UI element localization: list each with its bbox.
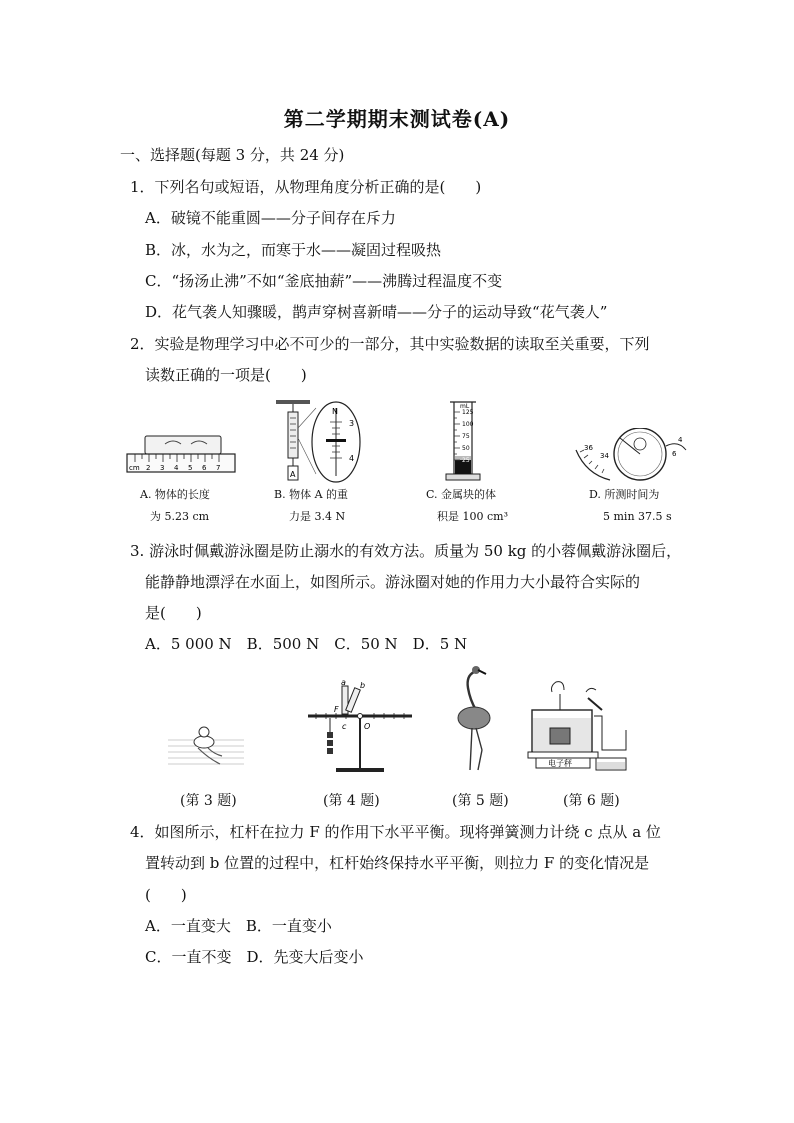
question-1-option-b[interactable]: B．冰，水为之，而寒于水——凝固过程吸热	[145, 241, 442, 259]
lever-label-f: F	[334, 705, 339, 714]
spring-scale-figure	[272, 398, 364, 486]
figure-c-caption-2: 积是 100 cm³	[437, 510, 508, 523]
lever-label-c: c	[342, 722, 347, 731]
ruler-tick-unit: cm	[129, 464, 140, 472]
cylinder-tick: 50	[462, 445, 470, 452]
question-3-stem-line-2: 能静静地漂浮在水面上，如图所示。游泳圈对她的作用力大小最符合实际的	[145, 573, 641, 591]
figure-d-caption-2: 5 min 37.5 s	[603, 510, 672, 523]
swimmer-figure	[168, 720, 244, 776]
stopwatch-small-dial-tick: 36	[584, 444, 593, 452]
block-a-label: A	[290, 470, 296, 479]
ruler-tick-label: 6	[202, 464, 207, 472]
question-4-options-cd[interactable]: C．一直不变 D．先变大后变小	[145, 948, 364, 966]
cylinder-tick: 125	[462, 409, 474, 416]
cylinder-tick: 25	[462, 457, 470, 464]
figure-a-caption-1: A. 物体的长度	[140, 488, 210, 501]
section-heading: 一、选择题(每题 3 分，共 24 分)	[120, 146, 345, 164]
figure-c-caption-1: C. 金属块的体	[426, 488, 497, 501]
question-3-stem-line-1: 3. 游泳时佩戴游泳圈是防止溺水的有效方法。质量为 50 kg 的小蓉佩戴游泳圈后，	[130, 542, 682, 560]
lever-label-a: a	[341, 678, 346, 687]
lever-label-o: O	[364, 722, 371, 731]
question-1-option-a[interactable]: A．破镜不能重圆——分子间存在斥力	[145, 209, 396, 227]
question-4-stem-line-1: 4．如图所示，杠杆在拉力 F 的作用下水平平衡。现将弹簧测力计绕 c 点从 a 位	[130, 823, 661, 841]
ruler-tick-label: 2	[146, 464, 151, 472]
question-4-stem-line-3: ( )	[145, 886, 187, 904]
figure-5-label: (第 5 题)	[452, 793, 509, 809]
figure-6-label: (第 6 题)	[563, 793, 620, 809]
question-3-stem-line-3: 是( )	[145, 604, 202, 622]
question-4-options-ab[interactable]: A．一直变大 B．一直变小	[145, 917, 332, 935]
question-2-stem-line-2: 读数正确的一项是( )	[145, 366, 307, 384]
figure-b-caption-2: 力是 3.4 N	[289, 510, 346, 523]
ruler-tick-label: 5	[188, 464, 193, 472]
spring-scale-tick: 4	[349, 454, 355, 463]
page-title: 第二学期期末测试卷(A)	[283, 107, 511, 131]
question-1-option-c[interactable]: C．“扬汤止沸”不如“釜底抽薪”——沸腾过程温度不变	[145, 272, 503, 290]
figure-4-label: (第 4 题)	[323, 793, 380, 809]
flamingo-figure	[440, 662, 510, 774]
stopwatch-small-dial-tick: 34	[600, 452, 609, 460]
graduated-cylinder-figure	[440, 398, 490, 484]
ruler-tick-label: 4	[174, 464, 179, 472]
stopwatch-figure	[574, 428, 694, 484]
ruler-tick-label: 3	[160, 464, 165, 472]
question-1-option-d[interactable]: D．花气袭人知骤暖，鹊声穿树喜新晴——分子的运动导致“花气袭人”	[145, 303, 608, 321]
question-3-options[interactable]: A．5 000 N B．500 N C．50 N D．5 N	[145, 635, 468, 653]
stopwatch-big-dial-tick: 4	[678, 436, 683, 444]
stopwatch-big-dial-tick: 6	[672, 450, 677, 458]
lever-label-b: b	[360, 681, 366, 690]
figure-a-caption-2: 为 5.23 cm	[150, 510, 210, 523]
figure-3-label: (第 3 题)	[180, 793, 237, 809]
electronic-scale-figure	[526, 678, 630, 776]
electronic-scale-label: 电子秤	[548, 759, 572, 768]
question-1-stem: 1．下列名句或短语，从物理角度分析正确的是( )	[130, 178, 482, 196]
lever-figure	[300, 676, 418, 776]
cylinder-unit: mL	[460, 403, 470, 410]
cylinder-tick: 100	[462, 421, 474, 428]
figure-d-caption-1: D. 所测时间为	[589, 488, 660, 501]
cylinder-tick: 75	[462, 433, 470, 440]
ruler-figure	[125, 432, 237, 484]
spring-scale-unit: N	[332, 407, 338, 416]
spring-scale-tick: 3	[349, 419, 355, 428]
figure-b-caption-1: B. 物体 A 的重	[274, 488, 349, 501]
ruler-tick-label: 7	[216, 464, 221, 472]
question-4-stem-line-2: 置转动到 b 位置的过程中，杠杆始终保持水平平衡，则拉力 F 的变化情况是	[145, 854, 650, 872]
question-2-stem-line-1: 2．实验是物理学习中必不可少的一部分，其中实验数据的读取至关重要，下列	[130, 335, 650, 353]
